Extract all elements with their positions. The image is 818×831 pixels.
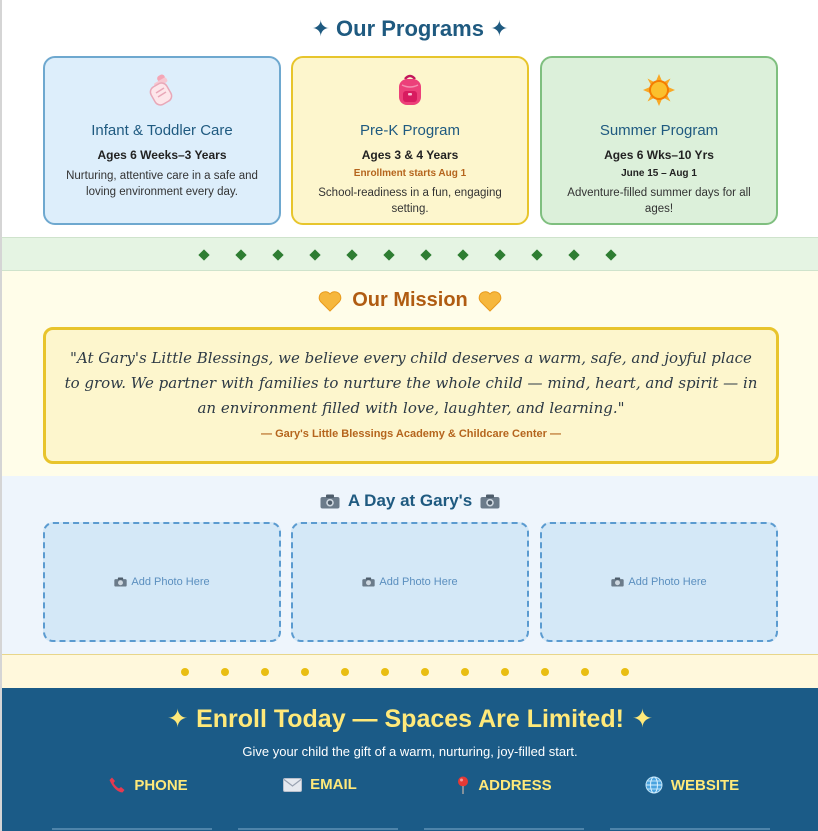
contact-underline	[238, 828, 398, 830]
program-ages: Ages 3 & 4 Years	[361, 148, 459, 162]
contact-label: WEBSITE	[670, 776, 740, 794]
program-note: Enrollment starts Aug 1	[353, 168, 467, 179]
sparkle-icon: ✦	[631, 705, 653, 733]
program-title: Pre-K Program	[359, 122, 461, 139]
mission-quote-box	[43, 327, 779, 464]
enroll-title: Enroll Today — Spaces Are Limited!	[196, 704, 624, 733]
sparkle-icon: ✦	[311, 16, 330, 41]
dot-icon	[461, 668, 469, 676]
dot-icon	[501, 668, 509, 676]
dot-icon	[181, 668, 189, 676]
globe-icon	[645, 776, 663, 794]
diamond-icon	[235, 249, 246, 260]
programs-heading	[2, 16, 818, 42]
photo-placeholder[interactable]	[43, 522, 281, 642]
camera-icon	[611, 577, 624, 587]
contact-label: PHONE	[134, 776, 188, 794]
contact-underline	[52, 828, 212, 830]
diamond-divider	[2, 237, 818, 271]
mission-signature: — Gary's Little Blessings Academy & Childcare Center —	[261, 428, 561, 440]
mission-heading	[2, 289, 818, 312]
diamond-icon	[494, 249, 505, 260]
location-pin-icon	[456, 776, 470, 795]
diamond-icon	[531, 249, 542, 260]
contact-label: ADDRESS	[478, 777, 552, 794]
camera-icon	[480, 494, 500, 509]
mission-title: Our Mission	[352, 289, 468, 311]
heart-icon	[318, 290, 342, 312]
program-description: Nurturing, attentive care in a safe and loving environment every day.	[66, 170, 258, 198]
program-card-infant[interactable]	[43, 56, 281, 225]
baby-bottle-icon	[45, 72, 279, 108]
contact-label: EMAIL	[310, 776, 357, 793]
dot-icon	[621, 668, 629, 676]
contact-underline	[610, 828, 770, 830]
program-card-summer[interactable]	[540, 56, 778, 225]
enroll-section	[2, 688, 818, 831]
contact-phone-link[interactable]	[58, 776, 238, 794]
diamond-icon	[605, 249, 616, 260]
enroll-heading	[2, 704, 818, 734]
email-icon	[283, 778, 302, 792]
phone-icon	[108, 776, 126, 794]
program-description: Adventure-filled summer days for all ages!	[567, 187, 751, 215]
day-heading	[2, 491, 818, 511]
diamond-icon	[272, 249, 283, 260]
photo-placeholder[interactable]	[291, 522, 529, 642]
contact-website-link[interactable]	[602, 776, 782, 794]
diamond-icon	[198, 249, 209, 260]
photo-placeholder-label: Add Photo Here	[628, 576, 707, 588]
heart-icon	[478, 290, 502, 312]
program-description: School-readiness in a fun, engaging setting.	[318, 187, 502, 215]
program-ages: Ages 6 Wks–10 Yrs	[604, 148, 714, 162]
enroll-subtitle: Give your child the gift of a warm, nurturing, joy-filled start.	[242, 744, 578, 759]
diamond-icon	[346, 249, 357, 260]
camera-icon	[114, 577, 127, 587]
dot-icon	[261, 668, 269, 676]
dot-icon	[541, 668, 549, 676]
diamond-icon	[457, 249, 468, 260]
contact-address-link[interactable]	[414, 776, 594, 795]
sparkle-icon: ✦	[167, 705, 189, 733]
programs-title: Our Programs	[336, 16, 484, 41]
program-title: Infant & Toddler Care	[91, 122, 233, 139]
camera-icon	[320, 494, 340, 509]
camera-icon	[362, 577, 375, 587]
contact-underline	[424, 828, 584, 830]
dot-divider	[2, 654, 818, 688]
program-title: Summer Program	[599, 122, 719, 139]
photo-placeholder-label: Add Photo Here	[379, 576, 458, 588]
program-note: June 15 – Aug 1	[621, 168, 697, 179]
diamond-icon	[420, 249, 431, 260]
dot-icon	[581, 668, 589, 676]
sparkle-icon: ✦	[490, 16, 509, 41]
program-ages: Ages 6 Weeks–3 Years	[97, 148, 227, 162]
day-section	[2, 476, 818, 654]
contact-email-link[interactable]	[230, 776, 410, 793]
programs-section	[2, 0, 818, 237]
dot-icon	[381, 668, 389, 676]
dot-icon	[421, 668, 429, 676]
photo-placeholder-label: Add Photo Here	[131, 576, 210, 588]
day-title: A Day at Gary's	[347, 491, 473, 510]
diamond-icon	[309, 249, 320, 260]
mission-quote: "At Gary's Little Blessings, we believe every child deserves a warm, safe, and joyful place to grow. We partner with families to nurture the whole child — mind, heart, and spirit — in an environment filled with love, laughter, and learning."	[64, 349, 758, 417]
backpack-icon	[293, 72, 527, 108]
diamond-icon	[568, 249, 579, 260]
program-card-prek[interactable]	[291, 56, 529, 225]
sun-icon	[542, 72, 776, 108]
photo-placeholder[interactable]	[540, 522, 778, 642]
dot-icon	[301, 668, 309, 676]
diamond-icon	[383, 249, 394, 260]
mission-section	[2, 271, 818, 476]
dot-icon	[221, 668, 229, 676]
dot-icon	[341, 668, 349, 676]
